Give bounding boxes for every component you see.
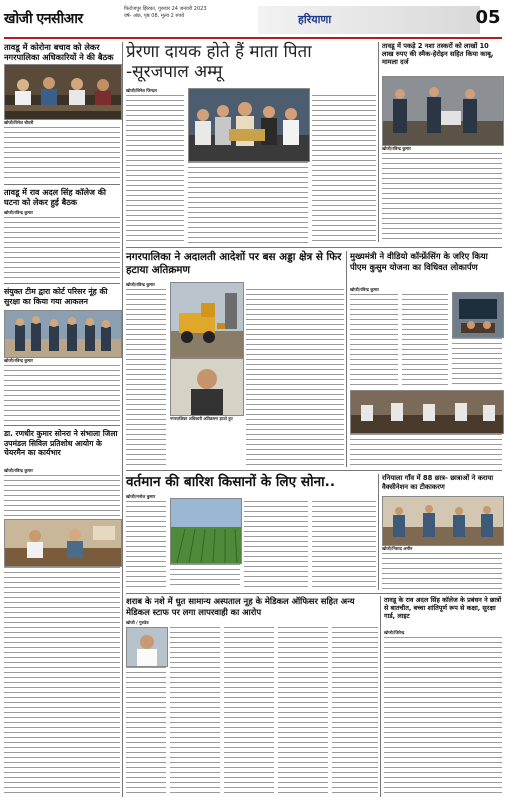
body-prerna-col3 [312,95,376,245]
body-corona [4,127,120,182]
divider [4,283,120,284]
column-rule [380,596,381,797]
column-rule [378,474,379,590]
body-rain-col2b [170,564,240,589]
police-arrest-photo-icon [383,77,503,145]
byline-corona: खोजी/विनेश चौधरी [4,120,34,125]
section-band [258,6,480,34]
byline-video: खोजी/रविन्द्र कुमार [350,287,379,292]
body-liquor-col4 [278,627,328,797]
body-encroach-col1 [126,289,166,467]
photo-rain [170,498,242,564]
body-video-col1 [350,294,398,388]
column-rule [378,42,379,242]
newspaper-logo: खोजी एनसीआर [4,11,83,27]
page-number: 05 [475,7,501,28]
body-prerna-col1 [126,95,184,245]
body-liquor-col3 [224,627,274,797]
divider [126,470,502,471]
event-group-photo-icon [189,89,309,161]
section-title: हरियाणा [298,13,332,26]
body-joint [4,365,120,423]
body-prerna-col2 [188,162,308,245]
photo-video-hall [350,390,504,434]
headline-college-management: तावडू के राव अदल सिंह कॉलेज के प्रबंधन ने छात्रों से बातचीत, बच्चा शांतिपूर्ण रूप से कक्षा, सुरक्षा गार्ड, लाइट [384,596,502,621]
masthead [0,0,506,40]
body-rain-col4 [312,501,376,589]
vaccination-photo-icon [383,497,503,545]
body-college [4,217,120,281]
body-video-col3 [452,338,502,388]
byline-college: खोजी/रविन्द्र कुमार [4,210,33,215]
crop-field-photo-icon [171,499,241,563]
byline-drug: खोजी/रविन्द्र कुमार [382,146,411,151]
headline-encroachment: नगरपालिका ने अदालती आदेशों पर बस अड्डा क्षेत्र से फिर हटाया अतिक्रमण [126,251,342,276]
byline-rain: खोजी/मनोज कुमार [126,494,156,499]
headline-court-security: संयुक्त टीम द्वारा कोर्ट परिसर नूंह की सुरक्षा का किया गया आकलन [4,287,108,306]
body-rain-col3 [244,501,308,589]
photo-medical [126,627,168,667]
photo-court-team [4,310,122,358]
hall-photo-icon [351,391,503,433]
body-liquor-col2 [170,627,220,797]
column-rule [346,251,347,467]
body-liquor-col1 [126,667,166,797]
body-talking [384,637,502,797]
headline-medical-officer: शराब के नशे में धुत सामान्य अस्पताल नूह के मेडिकल ऑफिसर सहित अन्य मेडिकल स्टाफ पर लगा लापरवाही का आरोप [126,596,355,617]
video-conference-photo-icon [453,293,503,337]
photo-corona-meeting [4,64,122,120]
divider [126,247,502,248]
byline-encroach: खोजी/रविन्द्र कुमार [126,282,155,287]
body-surgeon [4,475,120,517]
byline-surgeon: खोजी/रविन्द्र कुमार [4,468,33,473]
headline-vaccination: रनियाला गाँव में 88 छात्र- छात्राओं ने कराया वैक्सीनेशन का टीकाकरण [382,474,494,491]
body-rain-col1 [126,501,166,589]
body-drug [382,153,502,243]
edition-date: फिरोजपुर झिरका, गुरुवार 24 जनवरी 2023 [124,6,207,12]
edition-info: वर्ष- अंक, पृष्ठ 08, मूल्य 2 रुपये [124,13,185,19]
headline-corona-meeting: तावडू में कोरोना बचाव को लेकर नगरपालिका अधिकारियों ने की बैठक [4,42,114,62]
byline-talking: खोजी/जितेन्द्र [384,630,405,635]
body-video-col2 [402,294,448,388]
headline-prerna: प्रेरणा दायक होते हैं माता पिता -सूरजपाल अम्मू [126,42,312,82]
police-team-photo-icon [5,311,121,357]
meeting-photo-icon [5,65,121,119]
office-photo-icon [5,520,121,566]
byline-liquor: खोजी / गुरुदेव [126,620,149,625]
photo-surgeon [4,519,122,567]
headline-surgeon-charge: डा. रणधीर कुमार सोनरा ने संभाला जिला उपमंडल सिविल प्रतिशोध आयोग के चेयरमैन का कार्यभार [4,429,118,458]
edition-meta [124,6,254,20]
headline-pm-kusum: मुख्यमंत्री ने वीडियो कॉन्फ्रेंसिंग के जरिए किया पीएम कुसुम योजना का विधिवत लोकार्पण [350,251,488,272]
bulldozer-photo-icon [171,283,243,357]
header-rule [4,37,502,39]
byline-prerna: खोजी/विनेश जिन्दल [126,88,157,93]
divider [4,184,120,185]
official-portrait-icon [171,359,243,415]
photo-arrest [382,76,504,146]
body-video-col4 [350,434,502,467]
body-encroach-col2 [246,289,344,467]
body-liquor-col5 [332,627,378,797]
byline-joint: खोजी/रविन्द्र कुमार [4,358,33,363]
caption-encroachment: नगरपालिका अधिकारी अतिक्रमण हटाते हुए [170,416,233,421]
divider [4,425,120,426]
byline-vaccine: खोजी/निशाद अमीन [382,546,413,551]
headline-college-incident: तावडू में राव अदल सिंह कॉलेज की घटना को लेकर हुई बैठक [4,188,106,207]
headline-rain: वर्तमान की बारिश किसानों के लिए सोना.. [126,474,335,490]
photo-videoconf [452,292,504,338]
photo-prerna [188,88,310,162]
photo-encroachment [170,282,244,358]
body-vaccine [382,553,502,590]
body-surgeon-cont [4,567,120,797]
headline-drug-smugglers: तावडू में पकड़े 2 नशा तस्करों को लाखों 10 लाख रुपए की स्मैक-हेरोइन सहित किया काबू, मामला दर्ज [382,42,494,67]
divider [126,593,502,594]
photo-vaccination [382,496,504,546]
photo-official [170,358,244,416]
hospital-photo-icon [127,628,167,666]
column-rule [122,42,123,797]
